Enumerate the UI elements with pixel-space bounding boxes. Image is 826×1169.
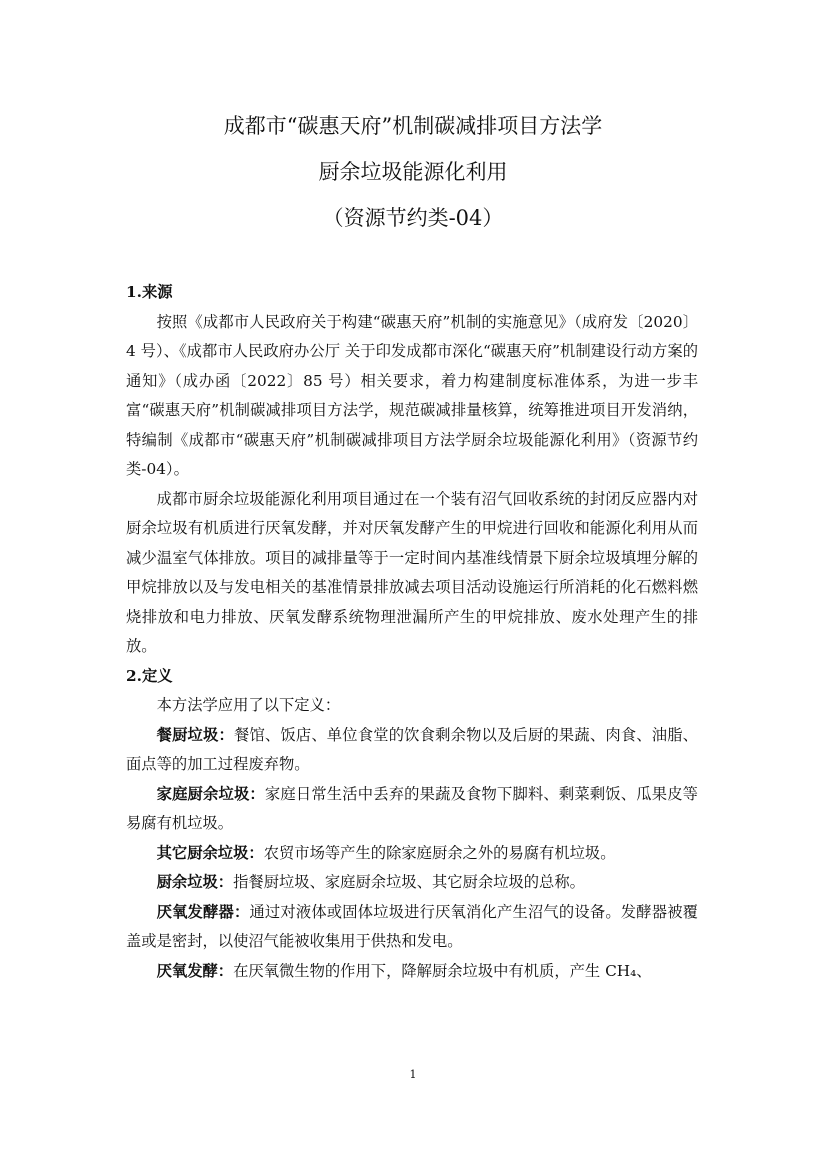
title-line-main: 成都市“碳惠天府”机制碳减排项目方法学	[223, 114, 603, 138]
definition-item	[126, 780, 698, 839]
definition-text: 餐馆、饭店、单位食堂的饮食剩余物以及后厨的果蔬、肉食、油脂、面点等的加工过程废弃物。	[126, 725, 698, 773]
section-heading-source: 1.来源	[126, 283, 173, 301]
definition-term: 厌氧发酵器：	[156, 902, 250, 921]
definition-term: 餐厨垃圾：	[156, 725, 234, 744]
title-line-category: （资源节约类-04）	[322, 206, 504, 230]
page-number: 1	[409, 1068, 417, 1081]
definition-text: 农贸市场等产生的除家庭厨余之外的易腐有机垃圾。	[263, 843, 616, 862]
definition-term: 家庭厨余垃圾：	[156, 784, 265, 803]
definition-item	[126, 898, 698, 957]
definition-item	[126, 721, 698, 780]
definition-term: 厌氧发酵：	[156, 961, 234, 980]
definition-text: 通过对液体或固体垃圾进行厌氧消化产生沼气的设备。发酵器被覆盖或是密封，以使沼气能被收集用于供热和发电。	[126, 902, 698, 950]
title-line-subject: 厨余垃圾能源化利用	[318, 160, 508, 184]
definition-text: 家庭日常生活中丢弃的果蔬及食物下脚料、剩菜剩饭、瓜果皮等易腐有机垃圾。	[126, 784, 698, 832]
source-paragraph-1: 按照《成都市人民政府关于构建“碳惠天府”机制的实施意见》（成府发〔2020〕4 号）、《成都市人民政府办公厅 关于印发成都市深化“碳惠天府”机制建设行动方案的通知》（成办函〔2022〕85 号）相关要求，着力构建制度标准体系，为进一步丰富“碳惠天府”机制碳减排项目方法学，规范碳减排量核算，统筹推进项目开发消纳，特编制《成都市“碳惠天府”机制碳减排项目方法学厨余垃圾能源化利用》（资源节约类-04）。	[126, 312, 698, 478]
definition-term: 厨余垃圾：	[156, 873, 234, 891]
definition-item	[126, 868, 698, 898]
definition-text: 在厌氧微生物的作用下，降解厨余垃圾中有机质，产生 CH₄、	[233, 961, 652, 980]
document-title	[0, 103, 826, 241]
definition-text: 指餐厨垃圾、家庭厨余垃圾、其它厨余垃圾的总称。	[233, 873, 585, 891]
definition-item	[126, 957, 698, 987]
definition-term: 其它厨余垃圾：	[156, 843, 264, 862]
definition-item	[126, 839, 698, 869]
document-body	[126, 278, 698, 986]
source-paragraph-2: 成都市厨余垃圾能源化利用项目通过在一个装有沼气回收系统的封闭反应器内对厨余垃圾有机质进行厌氧发酵，并对厌氧发酵产生的甲烷进行回收和能源化利用从而减少温室气体排放。项目的减排量等于一定时间内基准线情景下厨余垃圾填埋分解的甲烷排放以及与发电相关的基准情景排放减去项目活动设施运行所消耗的化石燃料燃烧排放和电力排放、厌氧发酵系统物理泄漏所产生的甲烷排放、废水处理产生的排放。	[126, 489, 698, 655]
section-heading-definitions: 2.定义	[126, 666, 173, 685]
definitions-intro: 本方法学应用了以下定义：	[156, 696, 341, 714]
